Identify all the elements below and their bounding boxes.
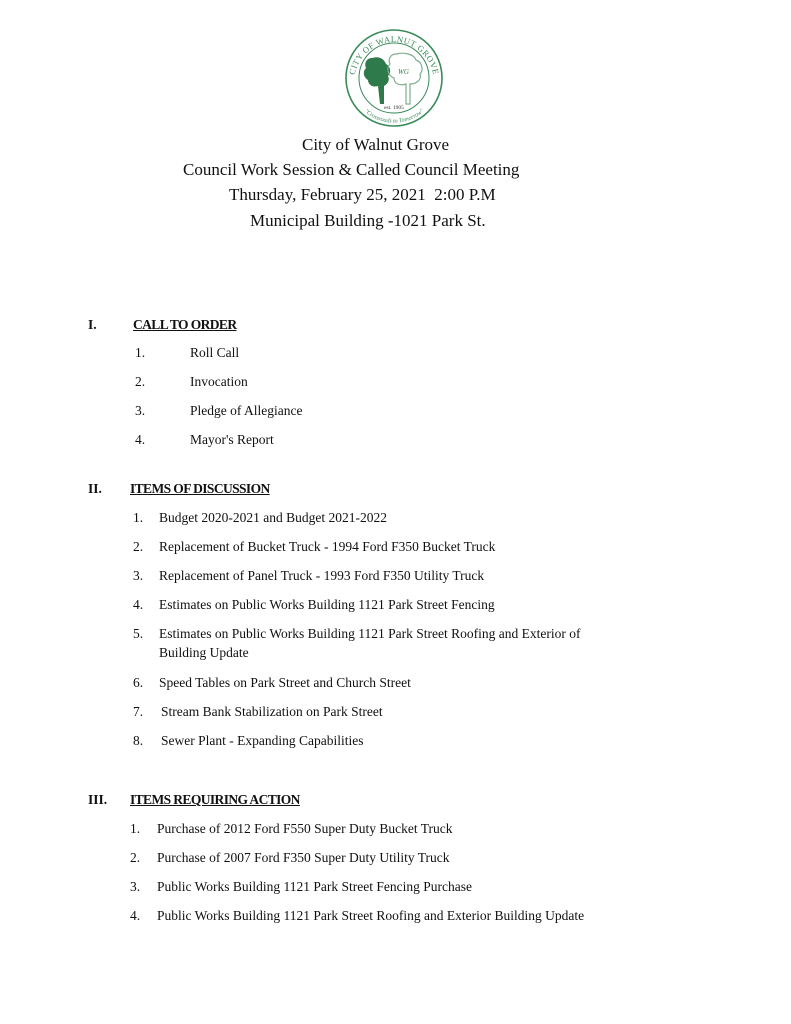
seal-initials: WG: [398, 68, 409, 76]
item-number: 2.: [133, 539, 144, 554]
item-number: 6.: [133, 675, 144, 690]
item-number: 8.: [133, 733, 144, 748]
agenda-item: Purchase of 2007 Ford F350 Super Duty Utility Truck: [157, 850, 450, 865]
agenda-item: Mayor's Report: [190, 432, 274, 447]
section-title: ITEMS REQUIRING ACTION: [130, 792, 300, 807]
item-number: 2.: [130, 850, 141, 865]
item-number: 1.: [133, 510, 144, 525]
dark-tree-icon: [364, 57, 390, 104]
item-number: 4.: [135, 432, 146, 447]
seal-established: est. 1905: [384, 105, 404, 111]
agenda-item: Pledge of Allegiance: [190, 403, 303, 418]
item-number: 1.: [130, 821, 141, 836]
agenda-item: Budget 2020-2021 and Budget 2021-2022: [159, 510, 387, 525]
meeting-datetime: Thursday, February 25, 2021 2:00 P.M: [229, 185, 496, 204]
agenda-item: Estimates on Public Works Building 1121 Park Street Roofing and Exterior of: [159, 626, 581, 641]
agenda-item: Invocation: [190, 374, 248, 389]
agenda-item: Stream Bank Stabilization on Park Street: [161, 704, 383, 719]
agenda-item: Public Works Building 1121 Park Street Fencing Purchase: [157, 879, 473, 894]
agenda-item: Sewer Plant - Expanding Capabilities: [161, 733, 364, 748]
section-numeral: I.: [88, 317, 97, 332]
item-number: 3.: [130, 879, 141, 894]
section-title: ITEMS OF DISCUSSION: [130, 481, 270, 496]
item-number: 7.: [133, 704, 144, 719]
agenda-item: Estimates on Public Works Building 1121 Park Street Fencing: [159, 597, 495, 612]
item-number: 2.: [135, 374, 146, 389]
meeting-title: Council Work Session & Called Council Meeting: [183, 160, 520, 179]
agenda-item: Roll Call: [190, 345, 240, 360]
seal-ring-text: CITY OF WALNUT GROVE: [346, 33, 442, 76]
section-numeral: II.: [88, 481, 102, 496]
agenda-item: Purchase of 2012 Ford F550 Super Duty Bucket Truck: [157, 821, 453, 836]
item-number: 4.: [133, 597, 144, 612]
item-number: 3.: [133, 568, 144, 583]
section-title: CALL TO ORDER: [133, 317, 237, 332]
item-number: 4.: [130, 908, 141, 923]
seal-motto: "Crossroads to Tomorrow": [363, 108, 425, 125]
light-tree-icon: [388, 53, 422, 104]
section-numeral: III.: [88, 792, 108, 807]
item-number: 3.: [135, 403, 146, 418]
agenda-item: Replacement of Panel Truck - 1993 Ford F350 Utility Truck: [159, 568, 485, 583]
agenda-item: Speed Tables on Park Street and Church Street: [159, 675, 411, 690]
city-seal-logo: [338, 28, 450, 128]
agenda-item: Public Works Building 1121 Park Street Roofing and Exterior Building Update: [157, 908, 585, 923]
city-name: City of Walnut Grove: [302, 135, 450, 154]
item-number: 1.: [135, 345, 146, 360]
agenda-item-continuation: Building Update: [159, 645, 249, 660]
agenda-item: Replacement of Bucket Truck - 1994 Ford F350 Bucket Truck: [159, 539, 496, 554]
item-number: 5.: [133, 626, 144, 641]
meeting-location: Municipal Building -1021 Park St.: [250, 211, 486, 230]
